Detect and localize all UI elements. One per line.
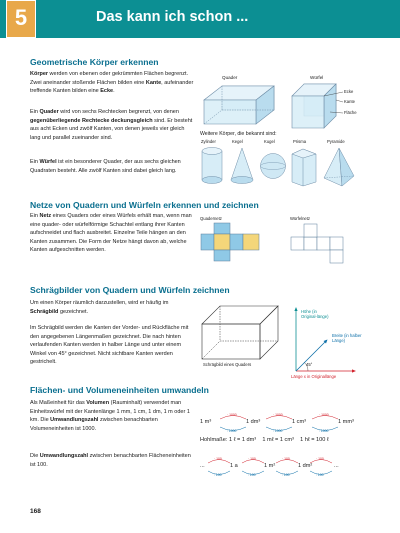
label-wuerfel: Würfel [310,75,324,80]
text: Ein [30,159,40,165]
factor-100: · 100 [214,457,222,461]
text: werden von ebenen oder gekrümmten Flächen begrenzt. Zwei aneinander stoßende Flächen bilden eine [30,71,189,86]
factor-back-100: : 100 [214,473,222,477]
paragraph-wuerfel [30,158,195,175]
label-kante: Kante [344,99,355,104]
factor-back-100: : 100 [282,473,290,477]
label-kugel: Kugel [264,139,275,144]
heading-netze: Netze von Quadern und Würfeln erkennen und zeichnen [30,200,259,210]
factor-back-100: : 100 [316,473,324,477]
factor-1000: · 1000 [273,413,283,417]
unit-dm3: 1 dm³ [246,419,261,425]
chapter-number: 5 [14,5,28,30]
label-breite: Breite (in halber Länge) [332,333,362,344]
unit-mm3: 1 mm³ [338,419,354,425]
factor-back-100: : 100 [248,473,256,477]
term-netz: Netz [39,213,52,219]
unit-a: 1 a [230,463,238,469]
label-wuerfelnetz: Würfelnetz [290,216,311,221]
factor-1000: · 1000 [319,413,329,417]
text: eines Quaders oder eines Würfels erhält man, wenn man eine quader- oder würfelförmige Schachtel entlang ihrer Kanten aufschneidet und flach ausbreitet. Einzelne Teile hängen an den Kanten zusammen. Die Form der Netze hängt davon ab, welche Kanten aufgeschnitten werden. [30,213,192,254]
term-volumen: Volumen [86,400,110,406]
factor-1000: · 1000 [227,413,237,417]
pyramid-figure [322,146,356,188]
text: . [113,88,115,95]
hohlmasse-equations: 1 ℓ = 1 dm³ 1 mℓ = 1 cm³ 1 hℓ = 100 ℓ [229,437,329,443]
paragraph-netze [30,212,193,255]
term-schraegbild: Schrägbild [30,308,59,315]
label-zylinder: Zylinder [201,139,216,144]
text: Um einen Körper räumlich darzustellen, wird er häufig im [30,300,169,306]
unit-dm2: 1 dm² [298,463,313,469]
term-wuerfel: Würfel [39,159,57,165]
chapter-header [0,0,400,38]
cone-figure [229,146,255,186]
label-ecke: Ecke [344,89,354,94]
label-weitere-koerper: Weitere Körper, die bekannt sind: [200,131,277,137]
term-quader: Quader [39,109,59,115]
factor-100: · 100 [248,457,256,461]
factor-back-1000: : 1000 [273,429,283,433]
heading-koerper-erkennen: Geometrische Körper erkennen [30,57,159,67]
text: ist ein besonderer Quader, der aus sechs gleichen Quadraten besteht. Alle zwölf Kanten sind dabei gleich lang. [30,159,181,174]
text: wird von sechs Rechtecken begrenzt, von denen [58,109,179,115]
unit-dots-left: ... [200,463,205,469]
term-koerper: Körper [30,71,49,77]
chapter-number-badge [6,0,36,38]
term-umwandlungszahl-flaeche: Umwandlungszahl [39,453,89,459]
term-kante: Kante [145,79,162,86]
label-quadernetz: Quadernetz [200,216,222,221]
label-quader: Quader [222,75,238,80]
label-pyramide: Pyramide [327,139,345,144]
paragraph-flaechen [30,452,195,469]
cuboid-net-figure [200,222,280,264]
text: Die [30,453,40,459]
heading-schraegbilder: Schrägbilder von Quadern und Würfeln zeichnen [30,285,230,295]
oblique-cuboid-figure [200,304,280,362]
paragraph-schraegbild-regeln: Im Schrägbild werden die Kanten der Vorder- und Rückfläche mit den angegebenen Längenmaßen gezeichnet. Die nach hinten verlaufenden Kanten werden in halber Länge und unter einem Winkel von 45° gezeichnet. Nicht sichtbare Kanten werden gestrichelt. [30,325,189,366]
text: (Rauminhalt) verwendet man Einheitswürfel mit der Kantenlänge 1 mm, 1 cm, 1 dm, 1 m oder 1 km. Die [30,400,190,424]
cube-net-figure [290,222,370,266]
label-hohlmasse: Hohlmaße: [200,437,228,443]
paragraph-volumen [30,399,195,433]
term-ecke: Ecke [100,88,114,95]
prism-figure [289,146,319,188]
caption-schraegbild: Schrägbild eines Quaders [203,362,252,367]
paragraph-quader [30,108,195,142]
paragraph-schraegbild-intro [30,299,193,316]
text: Ein [30,213,40,219]
chapter-title: Das kann ich schon ... [96,9,249,25]
label-prisma: Prisma [293,139,307,144]
cube-figure [290,82,340,132]
text: Ein [30,109,40,115]
text: , aufeinander treffende Kanten bilden eine [30,79,194,95]
cuboid-figure [200,82,280,130]
unit-dots-right: ... [334,463,339,469]
text: sind. Er besteht aus acht Ecken und zwölf Kanten, von denen jeweils vier gleich lang und parallel zueinander sind. [30,117,193,141]
sphere-figure [259,152,287,180]
text: zwischen benachbarten Volumeneinheiten ist 1000. [30,417,158,432]
factor-back-1000: : 1000 [319,429,329,433]
factor-100: · 100 [282,457,290,461]
cylinder-figure [200,146,224,186]
paragraph-koerper [30,70,195,96]
label-hoehe: Höhe (in Original-länge) [301,309,329,320]
text: gezeichnet. [58,308,89,315]
text: zwischen benachbarten Flächeneinheiten ist 100. [30,453,191,468]
text: Als Maßeinheit für das [30,400,87,406]
unit-m3: 1 m³ [200,419,212,425]
heading-einheiten: Flächen- und Volumeneinheiten umwandeln [30,385,209,395]
label-kegel: Kegel [232,139,243,144]
factor-back-1000: : 1000 [227,429,237,433]
unit-m2: 1 m² [264,463,276,469]
term-umwandlungszahl: Umwandlungszahl [50,417,99,424]
term-deckungsgleich: gegenüberliegende Rechtecke deckungsgleich [30,117,153,124]
label-angle: 45° [306,362,313,367]
label-flaeche: Fläche [344,110,357,115]
page-number: 168 [30,508,41,515]
factor-100: · 100 [316,457,324,461]
unit-cm3: 1 cm³ [292,419,306,425]
label-laenge: Länge x in Originallänge [291,374,337,379]
